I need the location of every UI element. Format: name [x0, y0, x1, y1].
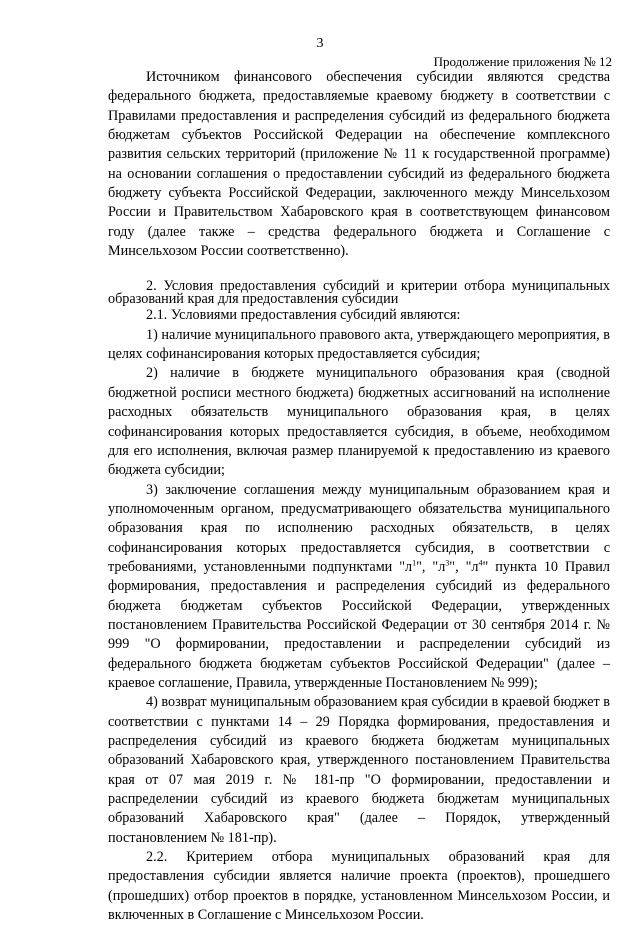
condition-item-1: 1) наличие муниципального правового акта, утверждающего мероприятия, в целях софинансирования которых предоставляется субсидия;	[108, 326, 610, 363]
section-2-heading: 2. Условия предоставления субсидий и критерии отбора муниципальных образований края для предоставления субсидии	[108, 278, 610, 308]
condition-item-3-text-a: 3) заключение соглашения между муниципальным образованием края и уполномоченным органом, предусматривающего обязательства муниципального образования края по исполнению расходных обязательств, в целях софинансирования которых предоставляется субсидия, в соответствии с требованиями, установленными подпунктами "л	[108, 481, 610, 575]
superscript-4: 4	[478, 558, 483, 568]
superscript-3: 3	[445, 558, 450, 568]
condition-item-3	[108, 481, 610, 694]
condition-item-3-text-b: ", "л	[416, 558, 446, 575]
appendix-continuation-label: Продолжение приложения № 12	[433, 54, 612, 69]
paragraph-funding-source: Источником финансового обеспечения субсидии являются средства федерального бюджета, предоставляемые краевому бюджету в соответствии с Правилами предоставления и распределения субсидий из федерального бюджета бюджетам субъектов Российской Федерации на обеспечение комплексного развития сельских территорий (приложение № 11 к государственной программе) на основании соглашения о предоставлении субсидий из федерального бюджета бюджету субъекта Российской Федерации, заключенного между Минсельхозом России и Правительством Хабаровского края в соответствующем финансовом году (далее также – средства федерального бюджета и Соглашение с Минсельхозом России соответственно).	[108, 69, 610, 260]
paragraph-2-1: 2.1. Условиями предоставления субсидий являются:	[146, 307, 461, 324]
document-body	[108, 68, 610, 925]
paragraph-2-2: 2.2. Критерием отбора муниципальных образований края для предоставления субсидии является наличие проекта (проектов), прошедшего (прошедших) отбор проектов в порядке, установленном Минсельхозом России, и включенных в Соглашение с Минсельхозом России.	[108, 849, 610, 924]
superscript-1: 1	[412, 558, 417, 568]
condition-item-3-text-c: ", "л	[449, 558, 479, 575]
condition-item-3-text-d: " пункта 10 Правил формирования, предоставления и распределения субсидий из федерального бюджета бюджетам субъектов Российской Федерации, утвержденных постановлением Правительства Российской Федерации от 30 сентября 2014 г. № 999 "О формировании, предоставлении и распределении субсидий из федерального бюджета бюджетам субъектов Российской Федерации" (далее – краевое соглашение, Правила, утвержденные Постановлением № 999);	[108, 558, 610, 691]
condition-item-4: 4) возврат муниципальным образованием края субсидии в краевой бюджет в соответствии с пунктами 14 – 29 Порядка формирования, предоставления и распределения субсидий из краевого бюджета бюджетам муниципальных образований Хабаровского края, утвержденного постановлением Правительства края от 07 мая 2019 г. № 181-пр "О формировании, предоставлении и распределении субсидий из краевого бюджета бюджетам муниципальных образований Хабаровского края" (далее – Порядок, утвержденный постановлением № 181-пр).	[108, 694, 610, 846]
page-number: 3	[316, 36, 324, 51]
condition-item-2: 2) наличие в бюджете муниципального образования края (сводной бюджетной росписи местного бюджета) бюджетных ассигнований на исполнение расходных обязательств муниципального образования края, в целях софинансирования которых предоставляется субсидия, в объеме, необходимом для его исполнения, включая размер планируемой к предоставлению из краевого бюджета субсидии;	[108, 365, 610, 479]
